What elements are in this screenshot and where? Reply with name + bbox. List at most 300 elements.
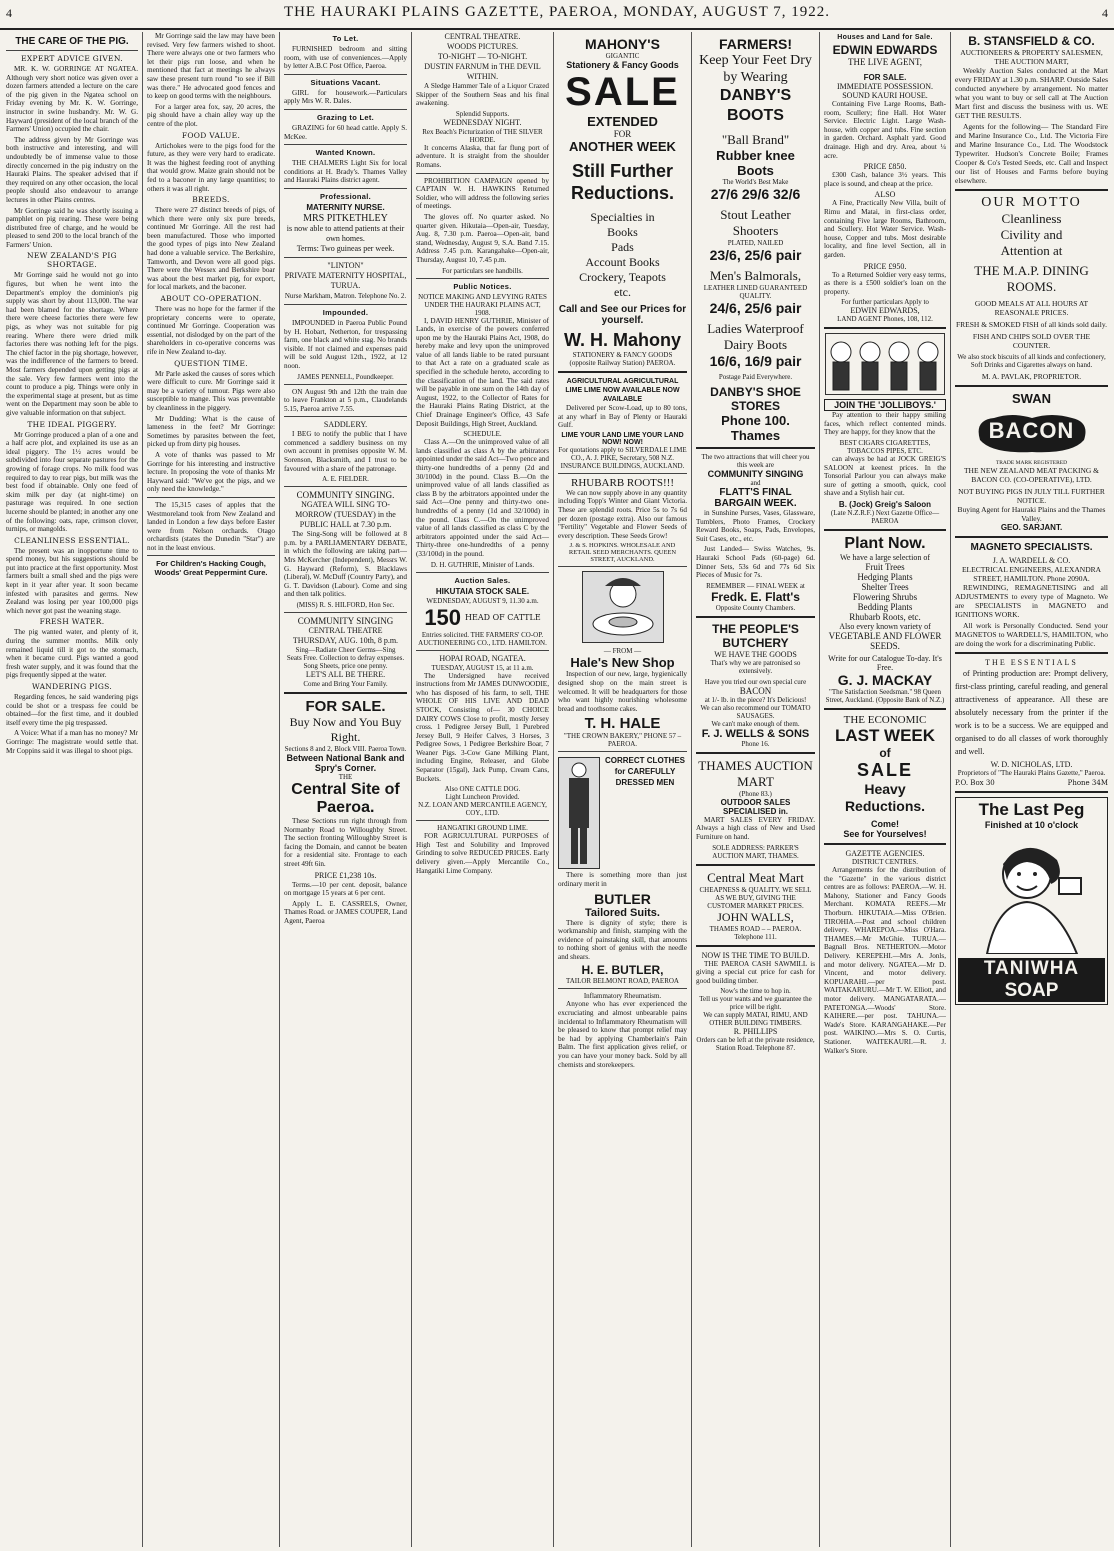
edwards-soldier: To a Returned Soldier very easy terms, as there is a £500 soldier's loan on the property. (824, 270, 946, 296)
sausages-enough: We can't make enough of them. (711, 719, 800, 728)
thames-mart-sales: MART SALES EVERY FRIDAY. Always a high class of New and Used Furniture on hand. (696, 815, 815, 841)
swan-bacon-word: BACON (988, 418, 1075, 443)
prohibition-campaign: PROHIBITION CAMPAIGN opened by CAPTAIN W. H. HAWKINS Returned Soldier, who will address the following series of meetings. (416, 176, 549, 211)
flatt-landed: Just Landed— Swiss Watches, 9s. Hauraki School Pads (60-page) 6d. Dinner Sets, 53s 6d and 77s 6d Six Pieces of Music for 7s. (696, 545, 815, 580)
hale-body: Inspection of our new, large, hygienically designed shop on the main street is welcomed. It will be headquarters for those who want highly nourishing wholesome bread and toothsome cakes. (558, 670, 687, 713)
edwards-price: PRICE £850. (863, 162, 907, 172)
rheumatism-body: Anyone who has ever experienced the excruciating and almost unbearable pains incidental to Inflammatory Rheumatism will be pleased to know that prompt relief may be had by applying Chamberlain's Pain Balm. The first application gives relief, or you can have your money back. Sold by all chemists and storekeepers. (558, 1000, 687, 1069)
divider (696, 864, 815, 866)
prohibition-meetings: The gloves off. No quarter asked. No quarter given. Hikutaia—Open-air, Tuesday, Aug. 8, 7.30 p.m. Paeroa—Open-air, band stand, Wednesday, August 9, S.A. Band 7.15. Address 7.45 p.m. Karangahake—Open-air, Thursday, August 10, 7.45 p.m. (416, 212, 549, 264)
danby-boots: DANBY'S BOOTS (719, 87, 792, 124)
danby-rubber-sub: The World's Best Make (722, 178, 789, 186)
build-now: NOW IS THE TIME TO BUILD. (701, 950, 810, 960)
classified-ad: FURNISHED bedroom and sitting room, with use of conveniences.—Apply by letter A.B.C Post Office, Paeroa. (284, 45, 407, 71)
column-3-classifieds (280, 32, 412, 1547)
stansfield-body: Weekly Auction Sales conducted at the Mart every FRIDAY at 1.30 p.m. SHARP. Outside Sales conducted anywhere by arrangement. No matter what you want to buy or sell call at The Auction Mart first and discuss the business with us. WE GET THE RESULTS. (955, 66, 1108, 120)
mahony-sale: SALE (565, 70, 680, 114)
article-paragraph: There were 27 distinct breeds of pigs, of which there were only six pure breeds, continued Mr Gorringe. All the rest had been manufactured. Those who imported the good types of pigs into New Zealand had done a valuable service. The Berkshire, Tamworth, and Devon were all good pigs. There were the Wessex and Berkshire boar was about the best market pig, for export, for local markets, and the baconer. (147, 206, 275, 292)
classified-heading: To Let. (332, 34, 359, 43)
minister-signature: D. H. GUTHRIE, Minister of Lands. (430, 560, 535, 569)
divider (284, 109, 407, 110)
divider (284, 384, 407, 385)
for-sale-tagline: Buy Now and You Buy Right. (289, 715, 402, 744)
cattle-label: HEAD OF CATTLE (465, 613, 541, 623)
column-8-ads (951, 32, 1112, 1547)
article-paragraph: Mr Dudding: What is the cause of lameness in the feet? Mr Gorringe: Sometimes by parasites between the feet, picked up from dirty pig houses. (147, 414, 275, 449)
section-heading: THE IDEAL PIGGERY. (27, 419, 117, 429)
article-paragraph: The 15,315 cases of apples that the Westmoreland took from New Zealand and landed in London a few days before Easter were from Nelson orchards. Otago orchardists (states the Dunedin "Star") are not in the least envious. (147, 500, 275, 552)
peppermint-cure-ad: For Children's Hacking Cough, Woods' Great Peppermint Cure. (154, 559, 268, 578)
classified-heading: Professional. (320, 191, 371, 201)
edwards-villa-price: PRICE £950. (863, 261, 907, 271)
gazette-agencies: GAZETTE AGENCIES. (845, 849, 925, 859)
economic-sale: SALE (856, 760, 913, 781)
nurse-text: is now able to attend patients at their own homes. (286, 223, 405, 243)
masthead (0, 0, 1114, 30)
community-singing-2-date: THURSDAY, AUG. 10th, 8 p.m. (292, 636, 399, 645)
for-sale-terms: Terms.—10 per cent. deposit, balance on mortgage 15 years at 6 per cent. (284, 880, 407, 898)
woman-baker-illustration (582, 571, 664, 643)
danby-stout-price: 23/6, 25/6 pair (709, 247, 802, 263)
po-box: P.O. Box 30 (955, 779, 995, 787)
divider (955, 652, 1108, 654)
divider (284, 257, 407, 258)
classified-ad: GIRL for housework.—Particulars apply Mrs W. R. Dales. (284, 88, 407, 106)
article-paragraph: For a larger area fox, say, 20 acres, the pig should have a chain alley way up the centre of the plot. (147, 102, 275, 128)
butler-name: BUTLER (594, 890, 651, 907)
mackay-address: "The Satisfaction Seedsman." 98 Queen Street, Auckland. (Opposite Bank of N.Z.) (825, 688, 945, 705)
section-heading: FOOD VALUE. (181, 130, 241, 140)
swan-buying-agent: Buying Agent for Hauraki Plains and the Thames Valley. (957, 505, 1106, 523)
divider (284, 74, 407, 75)
column-6-ads (692, 32, 820, 1547)
mahony-subtitle: STATIONERY & FANCY GOODS (572, 351, 673, 359)
classified-heading: Auction Sales. (454, 575, 511, 585)
article-paragraph: Mr Parle asked the causes of sores which were difficult to cure. Mr Gorringe said it may be a variety of tumour. Pigs were also susceptible to mange. This was preventable by cleanliness in the piggery. (147, 369, 275, 412)
danby-balmorals-sub: LEATHER LINED GUARANTEED QUALITY. (703, 284, 808, 300)
hale-heading: Hale's New Shop (570, 655, 675, 671)
flatt-intro: The two attractions that will cheer you this week are (701, 453, 810, 469)
pavlak-proprietor: M. A. PAVLAK, PROPRIETOR. (981, 372, 1082, 381)
hopai-also: Also ONE CATTLE DOG. (444, 785, 521, 794)
stock-sale-heading: HIKUTAIA STOCK SALE. (435, 586, 530, 596)
map-dining-rooms: THE M.A.P. DINING ROOMS. (974, 263, 1089, 294)
section-heading: BREEDS. (192, 195, 230, 205)
phillips-contact: Orders can be left at the private residence, Station Road. Telephone 87. (696, 1036, 815, 1053)
stock-sale-entries: Entries solicited. THE FARMERS' CO-OP. AUCTIONEERING CO., LTD. HAMILTON. (418, 630, 547, 647)
sawmill-price: Tell us your wants and we guarantee the price will be right. (699, 995, 812, 1012)
impounded-notice: IMPOUNDED in Paeroa Public Pound by H. Hobart, Netherton, for trespassing farm, one black and white stag. No brands visible. If not claimed and expenses paid will be sold August 12th., 1922, at 12 noon. (284, 318, 407, 370)
edwards-also: ALSO (874, 190, 896, 200)
divider (416, 820, 549, 821)
saddlery-signature: A. E. FIELDER. (322, 475, 369, 484)
sawmill-hop-in: Now's the time to hop in. (720, 987, 791, 996)
classified-heading: Houses and Land for Sale. (837, 34, 933, 41)
divider (955, 189, 1108, 191)
divider (284, 304, 407, 305)
gentleman-illustration (558, 757, 600, 869)
wardell-name: J. A. WARDELL & CO. (992, 556, 1071, 565)
wardell-services: REWINDING, REMAGNETISING and all ADJUSTMENTS to every type of Magneto. We are SPECIALISTS in MAGNETO and IGNITIONS WORK. (955, 583, 1108, 619)
article-paragraph: Mr Gorringe said the law may have been revised. Very few farmers wished to shoot. There were always one or two farmers who let their pigs run loose, and when he mentioned that fact at meetings he always saw these present turn round "to see if Bill was there." He advocated good fences and to keep on good terms with the neighbours. (147, 32, 275, 101)
lime-heading: HANGATIKI GROUND LIME. (437, 824, 528, 833)
mahony-item: etc. (614, 285, 631, 299)
article-title: THE CARE OF THE PIG. (15, 36, 129, 47)
divider (284, 144, 407, 145)
theatre-company: WOODS PICTURES. (446, 42, 519, 51)
divider (147, 497, 275, 498)
essentials-body: of Printing production are: Prompt delivery, first-class printing, careful reading, and general attractiveness of appearance. All these are absolutely necessary from the printer if the work is to be a success. We are equipped and organised to do all classes of work thoroughly and well. (955, 669, 1108, 756)
hopkins-seeds: J. & S. HOPKINS. WHOLESALE AND RETAIL SEED MERCHANTS. QUEEN STREET, AUCKLAND. (568, 542, 677, 564)
section-heading: WANDERING PIGS. (31, 682, 113, 691)
divider (696, 752, 815, 754)
danby-postage: Postage Paid Everywhere. (718, 373, 793, 381)
section-heading: ABOUT CO-OPERATION. (160, 294, 262, 304)
danby-keep-dry: Keep Your Feet Dry by Wearing (699, 53, 812, 85)
walls-name: JOHN WALLS, (717, 909, 794, 924)
divider (955, 385, 1108, 387)
community-singing-2-slogan: Sing—Radiate Cheer Germs—Sing (295, 646, 396, 654)
column-4-notices (412, 32, 554, 1547)
mahony-for: FOR (613, 129, 632, 139)
motto-attention: Attention at (1000, 243, 1063, 258)
edwards-villa: A Fine, Practically New Villa, built of Rimu and Matai, in first-class order, containing Five large Rooms, Bathroom, and Scullery. Hot Water Service. Wash-house, Copper and tubs. Most desirable locality, and fine level Section, all in garden. (824, 199, 946, 259)
edwards-kauri: SOUND KAURI HOUSE. (842, 91, 928, 100)
edwards-cash: £300 Cash, balance 3½ years. This place is sound, and cheap at the price. (824, 171, 946, 188)
divider (696, 945, 815, 947)
community-singing-heading: COMMUNITY SINGING. (296, 490, 395, 501)
divider (284, 612, 407, 613)
swan-trade-mark: TRADE MARK REGISTERED (995, 460, 1068, 466)
article-paragraph: The pig wanted water, and plenty of it, during the summer months. Milk only remained liquid till it got to the stomach, when it became curd. Pigs wanted a good fresh water supply, and it was found that the pigs frequently sipped at the water. (6, 628, 138, 680)
prohibition-particulars: For particulars see handbills. (442, 266, 523, 275)
column-7-ads (820, 32, 951, 1547)
danby-farmers: FARMERS! (718, 36, 793, 52)
sausages: We can also recommend our TOMATO SAUSAGES. (700, 703, 811, 720)
classified-heading: Public Notices. (453, 281, 512, 291)
mahony-name: W. H. Mahony (564, 330, 681, 350)
nicholas-phone: Phone 34M (1067, 779, 1108, 787)
article-paragraph: Regarding fences, he said wandering pigs could be shot or a trespass fee could be obtained—for the first time, and it doubled itself every time the pig trespassed. (6, 693, 138, 727)
stock-sale-date: WEDNESDAY, AUGUST 9, 11.30 a.m. (426, 596, 539, 605)
plant-item: Rhubarb Roots, etc. (849, 612, 921, 623)
danby-stores: DANBY'S SHOE STORES (710, 385, 801, 413)
divider (416, 173, 549, 174)
article-paragraph: The address given by Mr Gorringe was both instructive and interesting, and will undoubtedly be of immense value to those directly concerned in the pig industry on the Hauraki Plains. The speaker advised that if they required on any other occasion, the local people should also endeavour to arrange lectures in other Plains centres. (6, 135, 138, 204)
ag-lime-contact: For quotations apply to SILVERDALE LIME CO., A. J. PIKE, Secretary, 508 N.Z. INSURANCE BUILDINGS, AUCKLAND. (558, 445, 687, 470)
sawmill-timber: We can supply MATAI, RIMU, AND OTHER BUILDING TIMBERS. (703, 1011, 808, 1028)
thames-phone: (Phone 83.) (739, 789, 772, 798)
economic-come: Come! (870, 819, 899, 830)
ag-lime-heading: AGRICULTURAL AGRICULTURAL LIME LIME NOW AVAILABLE NOW AVAILABLE (565, 378, 680, 403)
hale-address: "THE CROWN BAKERY," PHONE 57 – PAEROA. (563, 732, 682, 749)
danby-rubber-price: 27/6 29/6 32/6 (710, 186, 801, 202)
danby-rubber: Rubber knee Boots (716, 148, 795, 178)
dining-fish: FRESH & SMOKED FISH of all kinds sold daily. (956, 320, 1107, 329)
economic-see: See for Yourselves! (843, 829, 927, 840)
classified-heading: Wanted Known. (315, 148, 376, 158)
mahony-item: Account Books (585, 255, 660, 269)
column-2-article (143, 32, 280, 1547)
rheumatism-heading: Inflammatory Rheumatism. (583, 992, 662, 1001)
classified-heading: Grazing to Let. (317, 112, 374, 122)
linton-name: "LINTON" (327, 260, 364, 270)
plant-item: Bedding Plants (857, 602, 913, 613)
hale-name: T. H. HALE (584, 715, 661, 733)
schedule-heading: SCHEDULE. (463, 430, 502, 439)
divider (147, 555, 275, 556)
plant-catalogue: Write for our Catalogue To-day. It's Free. (828, 654, 942, 673)
nicholas-contact (955, 779, 1108, 787)
community-singing-2-all: LET'S ALL BE THERE. (305, 670, 386, 679)
for-sale-sections: Sections 8 and 2, Block VIII. Paeroa Town. (284, 745, 407, 753)
taniwha-last-peg: The Last Peg (978, 800, 1085, 819)
plant-item: Shelter Trees (861, 582, 909, 593)
community-singing-2-free: Seats Free. Collection to defray expenses. Song Sheets, price one penny. (286, 654, 405, 670)
section-heading: NEW ZEALAND'S PIG SHORTAGE. (27, 251, 117, 270)
article-paragraph: Artichokes were to the pigs food for the future, as they were very hard to eradicate. It was the highest feeding root of anything that would grow. Maize grain should not be fed to a baconer in any large quantities; to others it was all right. (147, 141, 275, 193)
poundkeeper-signature: JAMES PENNELL, Poundkeeper. (297, 372, 394, 381)
plant-item: Hedging Plants (857, 572, 913, 583)
edwards-name-2: EDWIN EDWARDS, (850, 306, 920, 316)
correct-clothes: CORRECT CLOTHES for CAREFULLY DRESSED MEN (605, 756, 685, 788)
page-number-right: 4 (1102, 6, 1108, 20)
divider (824, 708, 946, 710)
bacon-price: at 1/- lb. in the piece? It's Delicious! (704, 695, 807, 704)
article-paragraph: MR. K. W. GORRINGE AT NGATEA. Although very short notice was given over a dozen farmers attended a lecture on the care of the pig given in the Ngatea school on Friday evening by Mr. K. W. Gorringe, instructor in swine husbandry. Mr. W. G. Hayward (president of the local branch of the Farmers' Union) occupied the chair. (6, 65, 138, 134)
divider (416, 572, 549, 573)
hopai-date: TUESDAY, AUGUST 15, at 11 a.m. (431, 663, 534, 672)
mahony-item: Books (607, 225, 638, 239)
linton-hospital: PRIVATE MATERNITY HOSPITAL, TURUA. (284, 270, 407, 290)
nicholas-proprietors: Proprietors of "The Hauraki Plains Gazette," Paeroa. (957, 769, 1106, 777)
stansfield-subtitle: AUCTIONEERS & PROPERTY SALESMEN, THE AUCTION MART, (960, 48, 1103, 66)
stansfield-name: B. STANSFIELD & CO. (968, 34, 1095, 48)
for-sale-price: PRICE £1,238 10s. (314, 870, 377, 880)
essentials-heading: THE ESSENTIALS (985, 658, 1078, 667)
danby-balmorals-price: 24/6, 25/6 pair (709, 300, 802, 316)
film-title: DUSTIN FARNUM in THE DEVIL WITHIN. (424, 62, 541, 81)
taniwha-soap: SOAP (958, 980, 1105, 1002)
divider (284, 188, 407, 189)
dining-stock: We also stock biscuits of all kinds and confectionery, Soft Drinks and Cigarettes always on hand. (957, 353, 1106, 369)
article-paragraph: The present was an inopportune time to spend money, but his suggestions should be put into practice at the first opportunity. Most farmers built a small shed and the pigs were kept in it year after year. It soon became infested with parasites and germs. New Zealand was losing per year 100,000 pigs which never got past the weaning stage. (6, 546, 138, 615)
swan-company: THE NEW ZEALAND MEAT PACKING & BACON CO. (CO-OPERATIVE), LTD. (963, 466, 1100, 484)
hopai-luncheon: Light Luncheon Provided. (445, 793, 520, 802)
loan-agency: N.Z. LOAN AND MERCANTILE AGENCY, COY., LTD. (418, 801, 547, 818)
central-meat-mart: Central Meat Mart (707, 869, 804, 885)
thames-auction-mart: THAMES AUCTION MART (698, 757, 813, 789)
ag-lime-body: Delivered per Scow-Load, up to 80 tons, at any wharf in Bay of Plenty or Hauraki Gulf. (558, 404, 687, 430)
divider (416, 650, 549, 651)
for-sale-the: THE (338, 773, 353, 781)
ag-lime-slogan: LIME YOUR LAND LIME YOUR LAND NOW! NOW! (561, 431, 684, 446)
jolliboys-body: Pay attention to their happy smiling faces, which reflect contented minds. They are happy, for they know that the (824, 411, 946, 437)
mahony-address: (opposite Railway Station) PAEROA. (569, 359, 676, 367)
motto-heading: OUR MOTTO (981, 195, 1082, 210)
lime-body: FOR AGRICULTURAL PURPOSES of High Test and Solubility and Improved Grinding to solve REDUCED PRICES. Early delivery given.—Apply Mercantile Co., Hangatiki Lime Company. (416, 832, 549, 875)
divider (6, 50, 138, 51)
nicholas-name: W. D. NICHOLAS, LTD. (990, 760, 1073, 769)
nurse-name: MRS PITKETHLEY (303, 212, 388, 224)
linton-contact: Nurse Markham, Matron. Telephone No. 2. (284, 291, 407, 300)
classified-heading: Situations Vacant. (310, 77, 381, 87)
article-paragraph: There was no hope for the farmer if the proprietary concerns were to operate, continued Mr Gorringe. Cooperation was essential, not dislodged by on the part of the shareholders in co-operative concerns was rife in New Zealand to-day. (147, 305, 275, 356)
danby-ladies-price: 16/6, 16/9 pair (709, 353, 802, 369)
divider (558, 751, 687, 752)
edwards-for-sale: FOR SALE. (863, 73, 907, 82)
cattle-count: 150 (424, 604, 462, 630)
thames-address: SOLE ADDRESS: PARKER'S AUCTION MART, THAMES. (712, 843, 799, 860)
swan-heading: SWAN (1012, 391, 1051, 406)
economic-reductions: Heavy Reductions. (844, 781, 926, 815)
classified-ad: GRAZING for 60 head cattle. Apply S. McKee. (284, 123, 407, 141)
saddlery-heading: SADDLERY. (323, 420, 368, 430)
film-supports: Splendid Supports. (455, 109, 510, 118)
danby-balmorals: Men's Balmorals, (709, 268, 802, 283)
taniwha-finished: Finished at 10 o'clock (984, 820, 1079, 830)
flatt-bargain: FLATT'S FINAL BARGAIN WEEK. (714, 487, 797, 509)
hopai-body: The Undersigned have received instructions from Mr JAMES DUNWOODIE, who has disposed of his farm, to sell, THE WHOLE OF HIS LIVE AND DEAD STOCK, Consisting of— 30 CHOICE DAIRY COWS Close to profit, mostly Jersey cross. 1 Pedigree Jersey Bull, 1 Purebred Jersey Bull, 9 Heifer Calves, 3 Horses, 3 Pedigree Sows, 1 Pedigree Berkshire Boar, 7 Weaner Pigs. 3-Cow Gane Milking Plant, including Engine, Releaser, and Globe Separator (15gal), Jack Pump, Cream Cans, Buckets. (416, 671, 549, 783)
community-singing-details: NGATEA WILL SING TO-MORROW (TUESDAY) in the PUBLIC HALL at 7.30 p.m. (295, 500, 396, 530)
flatt-body: in Sunshine Purses, Vases, Glassware, Tumblers, Photo Frames, Crockery Reward Books, Soaps, Pads, Envelopes, Suit Cases, etc., etc. (696, 509, 815, 543)
economic-heading: THE ECONOMIC (843, 714, 927, 727)
mahony-still-further: Still Further Reductions. (570, 161, 674, 203)
sawmill-offer: THE PAEROA CASH SAWMILL is giving a special cut price for cash for good building timber. (696, 959, 815, 985)
article-paragraph: A Voice: What if a man has no money? Mr Gorringe: The magistrate would settle that. Mr Coppins said it was illegal to shoot pigs. (6, 729, 138, 755)
divider (558, 371, 687, 373)
economic-of: of (879, 746, 891, 761)
mahony-item: Pads (611, 240, 634, 254)
film-wednesday: WEDNESDAY NIGHT. (443, 117, 522, 127)
swan-not-buying: NOT BUYING PIGS IN JULY TILL FURTHER NOTICE. (958, 487, 1105, 505)
wells-name: F. J. WELLS & SONS (701, 727, 810, 740)
community-singing-2-come: Come and Bring Your Family. (303, 680, 388, 688)
classified-ad: THE CHALMERS Light Six for local conditions at H. Brady's. Thames Valley and Hauraki Plains district agent. (284, 159, 407, 185)
danby-stout-sub: PLATED, NAILED (727, 239, 784, 247)
danby-stout: Stout Leather Shooters (720, 207, 791, 238)
plant-item: Fruit Trees (865, 562, 905, 573)
film-description-2: It concerns Alaska, that far flung port of adventure. It is straight from the shoulder Romans. (416, 143, 549, 169)
film-description: A Sledge Hammer Tale of a Liquor Crazed Skipper of the Southern Seas and his final awakening. (416, 82, 549, 108)
edwards-kauri-body: Containing Five Large Rooms, Bath-room, Scullery; fine Hall. Hot Water Service. Electric Light. Large Wash-house, with copper and tubs. Fine section in garden. Orchard. Asphalt yard. Good drainage. High and dry. Area, about ¼ acre. (824, 100, 946, 160)
greig-saloon: B. (Jock) Greig's Saloon (838, 500, 932, 510)
danby-ball-brand: "Ball Brand" (721, 132, 790, 147)
theatre-name: CENTRAL THEATRE. (444, 32, 521, 41)
mahony-gigantic: GIGANTIC (605, 52, 640, 60)
walls-address: THAMES ROAD – – PAEROA. Telephone 111. (709, 924, 802, 941)
plant-item: Flowering Shrubs (852, 592, 918, 603)
gazette-agencies-list: Arrangements for the distribution of the "Gazette" in the various district centres are as follows: PAEROA.—W. H. Mahony, Stationer and Fancy Goods Merchant. KOMATA REEFS.—Mr Thorburn. HIKUTAIA.—Miss O'Brien. TIROHIA.—Post and school children delivery. WHAREPOA.—Miss O'Hara. THAMES.—Mr McGhie. TURUA.—Bagnall Bros. NETHERTON.—Motor Delivery. KEREPEHI.—Mrs A. Jonls, and motor delivery. NGATEA.—Mr D. Vincent, and motor delivery. KOPUARAHI.—per post. WAITAKARURU.—Mr T. W. Elliott, and motor delivery. MANGATARATA.— PATETONGA.—Woods' Store. KAIHERE.—per post. TAHUNA.—Wade's Store. KARANGAHAKE.—Per post. WAIKINO.—Mrs S. O. Curtis, Stationer. WAITEKAURI.—R. J. Walker's Store. (824, 866, 946, 1055)
stansfield-agents: Agents for the following— The Standard Fire and Marine Insurance Co., Ltd. The Victoria Fire and Marine Insurance Co., Ltd. The Woodstock Typewriter. Hudson's Concrete Boile; Frames Cooper & Co's Tested Seeds, etc. Call and Inspect our list of Houses and Farms before buying elsewhere. (955, 122, 1108, 185)
plant-now: Plant Now. (844, 535, 926, 553)
divider (824, 843, 946, 845)
taniwha-name: TANIWHA (958, 958, 1105, 980)
edwards-name: EDWIN EDWARDS (832, 43, 938, 57)
divider (955, 536, 1108, 538)
thames-outdoor: OUTDOOR SALES SPECIALISED in. (720, 797, 791, 816)
nurse-terms: Terms: Two guineas per week. (296, 243, 395, 253)
stock-sale-cattle (416, 605, 549, 631)
phillips-name: R. PHILLIPS (733, 1027, 778, 1037)
jolliboys-saloon: can always be had at JOCK GREIG'S SALOON at keenest prices. In the Tonsorial Parlour you can always make sure of getting a smooth, quick, cool shave and a Stylish hair cut. (824, 455, 946, 498)
magneto-heading: MAGNETO SPECIALISTS. (970, 542, 1093, 553)
divider (558, 473, 687, 474)
mahony-call: Call and See our Prices for yourself. (558, 304, 687, 326)
bacon-label: BACON (739, 685, 772, 696)
schedule-body: Class A.—On the unimproved value of all lands classified as class A by the arbitrators appointed under the said Act—Two pence and thirty-one hundredths of a penny (2d and 30/100d) in the pound. Class B.—On the unimproved value of all lands classified as class B by the arbitrators appointed under the said Act—One penny and thirty-two one-hundredths of a penny (1d and 32/100d) in the pound. Class C.—On the unimproved value of all lands classified as class C by the arbitrators appointed under the said Act—Thirty-three one-hundredths of a penny (33/100d) in the pound. (416, 438, 549, 558)
mahony-specialties: Specialties in (590, 210, 655, 224)
divider (696, 616, 815, 618)
film-title-2: Rex Beach's Picturization of THE SILVER HORDE. (422, 127, 543, 144)
plant-seeds: VEGETABLE AND FLOWER SEEDS. (828, 631, 942, 652)
mahony-extended: EXTENDED (587, 114, 658, 129)
dining-chips: FISH AND CHIPS SOLD OVER THE COUNTER. (972, 332, 1091, 350)
wells-phone: Phone 16. (741, 739, 770, 748)
motto-cleanliness: Cleanliness (1001, 211, 1062, 226)
economic-last-week: LAST WEEK (834, 726, 936, 746)
butchery-patronised: That's why we are patronised so extensively. (710, 658, 801, 675)
dining-meals: GOOD MEALS AT ALL HOURS AT REASONALE PRICES. (974, 299, 1089, 317)
danby-phone: Phone 100. Thames (721, 413, 790, 443)
district-centres: DISTRICT CENTRES. (852, 858, 918, 867)
community-singing-body: The Sing-Song will be followed at 8 p.m. by a PARLIAMENTARY DEBATE, in which the following are taking part—Mrs McKercher (Independent), Messrs W. G. Hayward (Reform), S. Blacklaws (Liberal), W. McDuff (Country Party), and G. T. Davidson (Labour). Come and sing and then talk politics. (284, 530, 407, 599)
butchery-goods: WE HAVE THE GOODS (714, 649, 797, 659)
flatt-location: Opposite County Chambers. (715, 603, 796, 612)
newspaper-title: THE HAURAKI PLAINS GAZETTE, PAEROA, MONDAY, AUGUST 7, 1922. (283, 4, 831, 20)
wardell-conducted: All work is Personally Conducted. Send your MAGNETOS to WARDELL'S, HAMILTON, who are doing the work for a discriminating Public. (955, 621, 1108, 648)
divider (955, 791, 1108, 793)
butler-tailor-name: H. E. BUTLER, (581, 963, 664, 978)
mahony-item: Crockery, Teapots (579, 270, 666, 284)
hale-from: — FROM — (603, 647, 642, 656)
danby-ladies: Ladies Waterproof Dairy Boots (707, 321, 804, 352)
article-subtitle: EXPERT ADVICE GIVEN. (21, 54, 123, 63)
swan-sarjant: GEO. SARJANT. (1000, 523, 1063, 532)
divider (824, 529, 946, 531)
article-paragraph: Mr Gorringe produced a plan of a one and a half acre plot, and explained its use as an ideal piggery. The 1½ acres would be subdivided into four separate pastures for the growing of forage crops. No milk food was required to day to rear pigs, but milk was the best food if obtainable. Only one feed of skim milk per day (at night-time) on pasturage was required. In one section lucerne should be planted; in another any one of the following: oats, rape, crimson clover, turnips, or mangolds. (6, 430, 138, 534)
flatt-community: COMMUNITY SINGING (707, 469, 804, 479)
edwards-phones: LAND AGENT Phones, 108, 112. (837, 315, 933, 324)
butler-description: There is dignity of style; there is workmanship and finish, stamping with the evidence of painstaking skill, that amounts to nothing short of genius with the needle and shears. (558, 918, 687, 961)
classified-heading: Impounded. (322, 307, 369, 317)
flatt-name: Fredk. E. Flatt's (711, 589, 800, 604)
taniwha-soap-ad (955, 797, 1108, 1005)
section-heading: CLEANLINESS ESSENTIAL. (14, 535, 130, 545)
divider (558, 988, 687, 989)
greig-address: (Late N.Z.R.F.) Next Gazette Office—PAEROA (830, 509, 940, 526)
column-1-article (2, 32, 143, 1547)
train-notice: ON August 9th and 12th the train due to leave Frankton at 5 p.m., Claudelands 5.15, Paeroa arrive 7.55. (284, 387, 407, 413)
jolliboys-cigars: BEST CIGARS CIGARETTES, TOBACCOS PIPES, ETC. (839, 439, 931, 456)
edwards-possession: IMMEDIATE POSSESSION. (836, 82, 933, 91)
article-paragraph: Mr Gorringe said he would not go into figures, but when he went into the Department's employ the dominion's pig supply was short by about 113,000. The war had been blamed for the shortage. Where there were cheese factories there were few pigs, as whey was not suitable for pig rearing. Where there were dried milk factories there was nothing left for the pigs. The chief factor in the pig shortage, however, was the indifference of the farmers to breed. Most farmers depended upon getting pigs at the sale. Very few farmers went into the count to produce a pig. Things were only in the experimental stage at present, but as time went on the Department may soon be able to give valuable information on that subject. (6, 271, 138, 417)
swan-bacon-logo (972, 410, 1092, 456)
edwards-particulars: For further particulars Apply to (841, 298, 929, 307)
rhubarb-heading: RHUBARB ROOTS!!! (571, 476, 674, 489)
divider (558, 566, 687, 567)
bacon-question: Have you tried our own special cure (704, 677, 807, 686)
page-number-left: 4 (6, 6, 12, 20)
wardell-address: ELECTRICAL ENGINEERS, ALEXANDRA STREET, HAMILTON. Phone 2090A. (961, 565, 1102, 583)
plant-intro: We have a large selection of (839, 553, 931, 563)
community-singing-2-place: CENTRAL THEATRE (308, 626, 383, 635)
mahony-stationery: Stationery & Fancy Goods (566, 60, 679, 70)
community-singing-signature: (MISS) R. S. HILFORD, Hon Sec. (296, 601, 395, 609)
butler-address: TAILOR BELMONT ROAD, PAEROA (565, 977, 679, 986)
motto-civility: Civility and (1000, 227, 1063, 242)
for-sale-central-site: Central Site of Paeroa. (291, 781, 400, 816)
